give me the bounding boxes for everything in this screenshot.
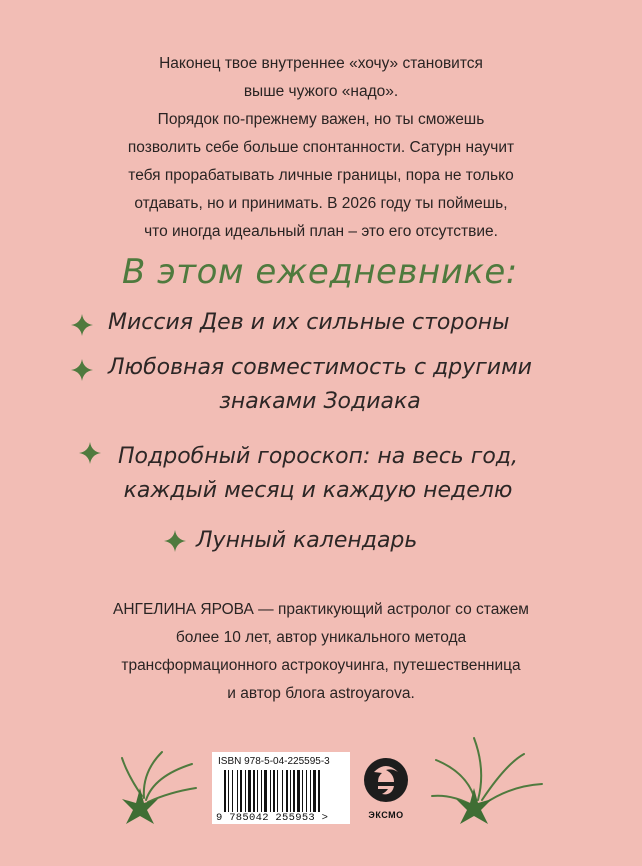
eksmo-logo-icon <box>360 752 412 808</box>
bio-line: трансформационного астрокоучинга, путешественница <box>121 657 521 674</box>
intro-text <box>60 50 582 246</box>
sparkle-icon <box>78 441 102 465</box>
sparkle-icon <box>70 358 94 382</box>
intro-line: позволить себе больше спонтанности. Сатурн научит <box>127 139 515 156</box>
publisher-logo <box>360 752 412 824</box>
barcode <box>212 752 350 824</box>
bio-line: и автор блога astroyarova. <box>227 685 415 702</box>
feature-line: Подробный гороскоп: на весь год, <box>118 444 518 469</box>
section-heading: В этом ежедневнике: <box>122 252 518 292</box>
feature-item <box>108 440 528 508</box>
intro-line: Наконец твое внутреннее «хочу» становится <box>159 55 483 72</box>
shooting-star-left-icon <box>84 736 204 836</box>
feature-line: Миссия Дев и их сильные стороны <box>108 310 510 335</box>
author-bio <box>60 596 582 708</box>
sparkle-icon <box>70 313 94 337</box>
barcode-bars <box>224 770 340 812</box>
intro-line: что иногда идеальный план – это его отсутствие. <box>144 223 498 240</box>
bio-line: более 10 лет, автор уникального метода <box>175 629 467 646</box>
shooting-star-right-icon <box>430 724 560 834</box>
feature-line: Лунный календарь <box>196 528 418 553</box>
sparkle-icon <box>163 529 187 553</box>
barcode-digits: 9 785042 255953 > <box>216 812 329 824</box>
feature-line: знаками Зодиака <box>219 389 421 414</box>
feature-item <box>196 524 456 558</box>
feature-line: Любовная совместимость с другими <box>108 355 532 380</box>
feature-item <box>100 351 540 419</box>
intro-line: Порядок по-прежнему важен, но ты сможешь <box>157 111 485 128</box>
intro-line: отдавать, но и принимать. В 2026 году ты поймешь, <box>134 195 508 212</box>
bio-line: АНГЕЛИНА ЯРОВА — практикующий астролог со стажем <box>113 601 529 618</box>
publisher-name: ЭКСМО <box>368 810 404 820</box>
feature-item <box>108 306 528 340</box>
feature-line: каждый месяц и каждую неделю <box>123 478 513 503</box>
intro-line: выше чужого «надо». <box>243 83 399 100</box>
intro-line: тебя прорабатывать личные границы, пора не только <box>128 167 514 184</box>
isbn-number: ISBN 978-5-04-225595-3 <box>218 756 330 767</box>
